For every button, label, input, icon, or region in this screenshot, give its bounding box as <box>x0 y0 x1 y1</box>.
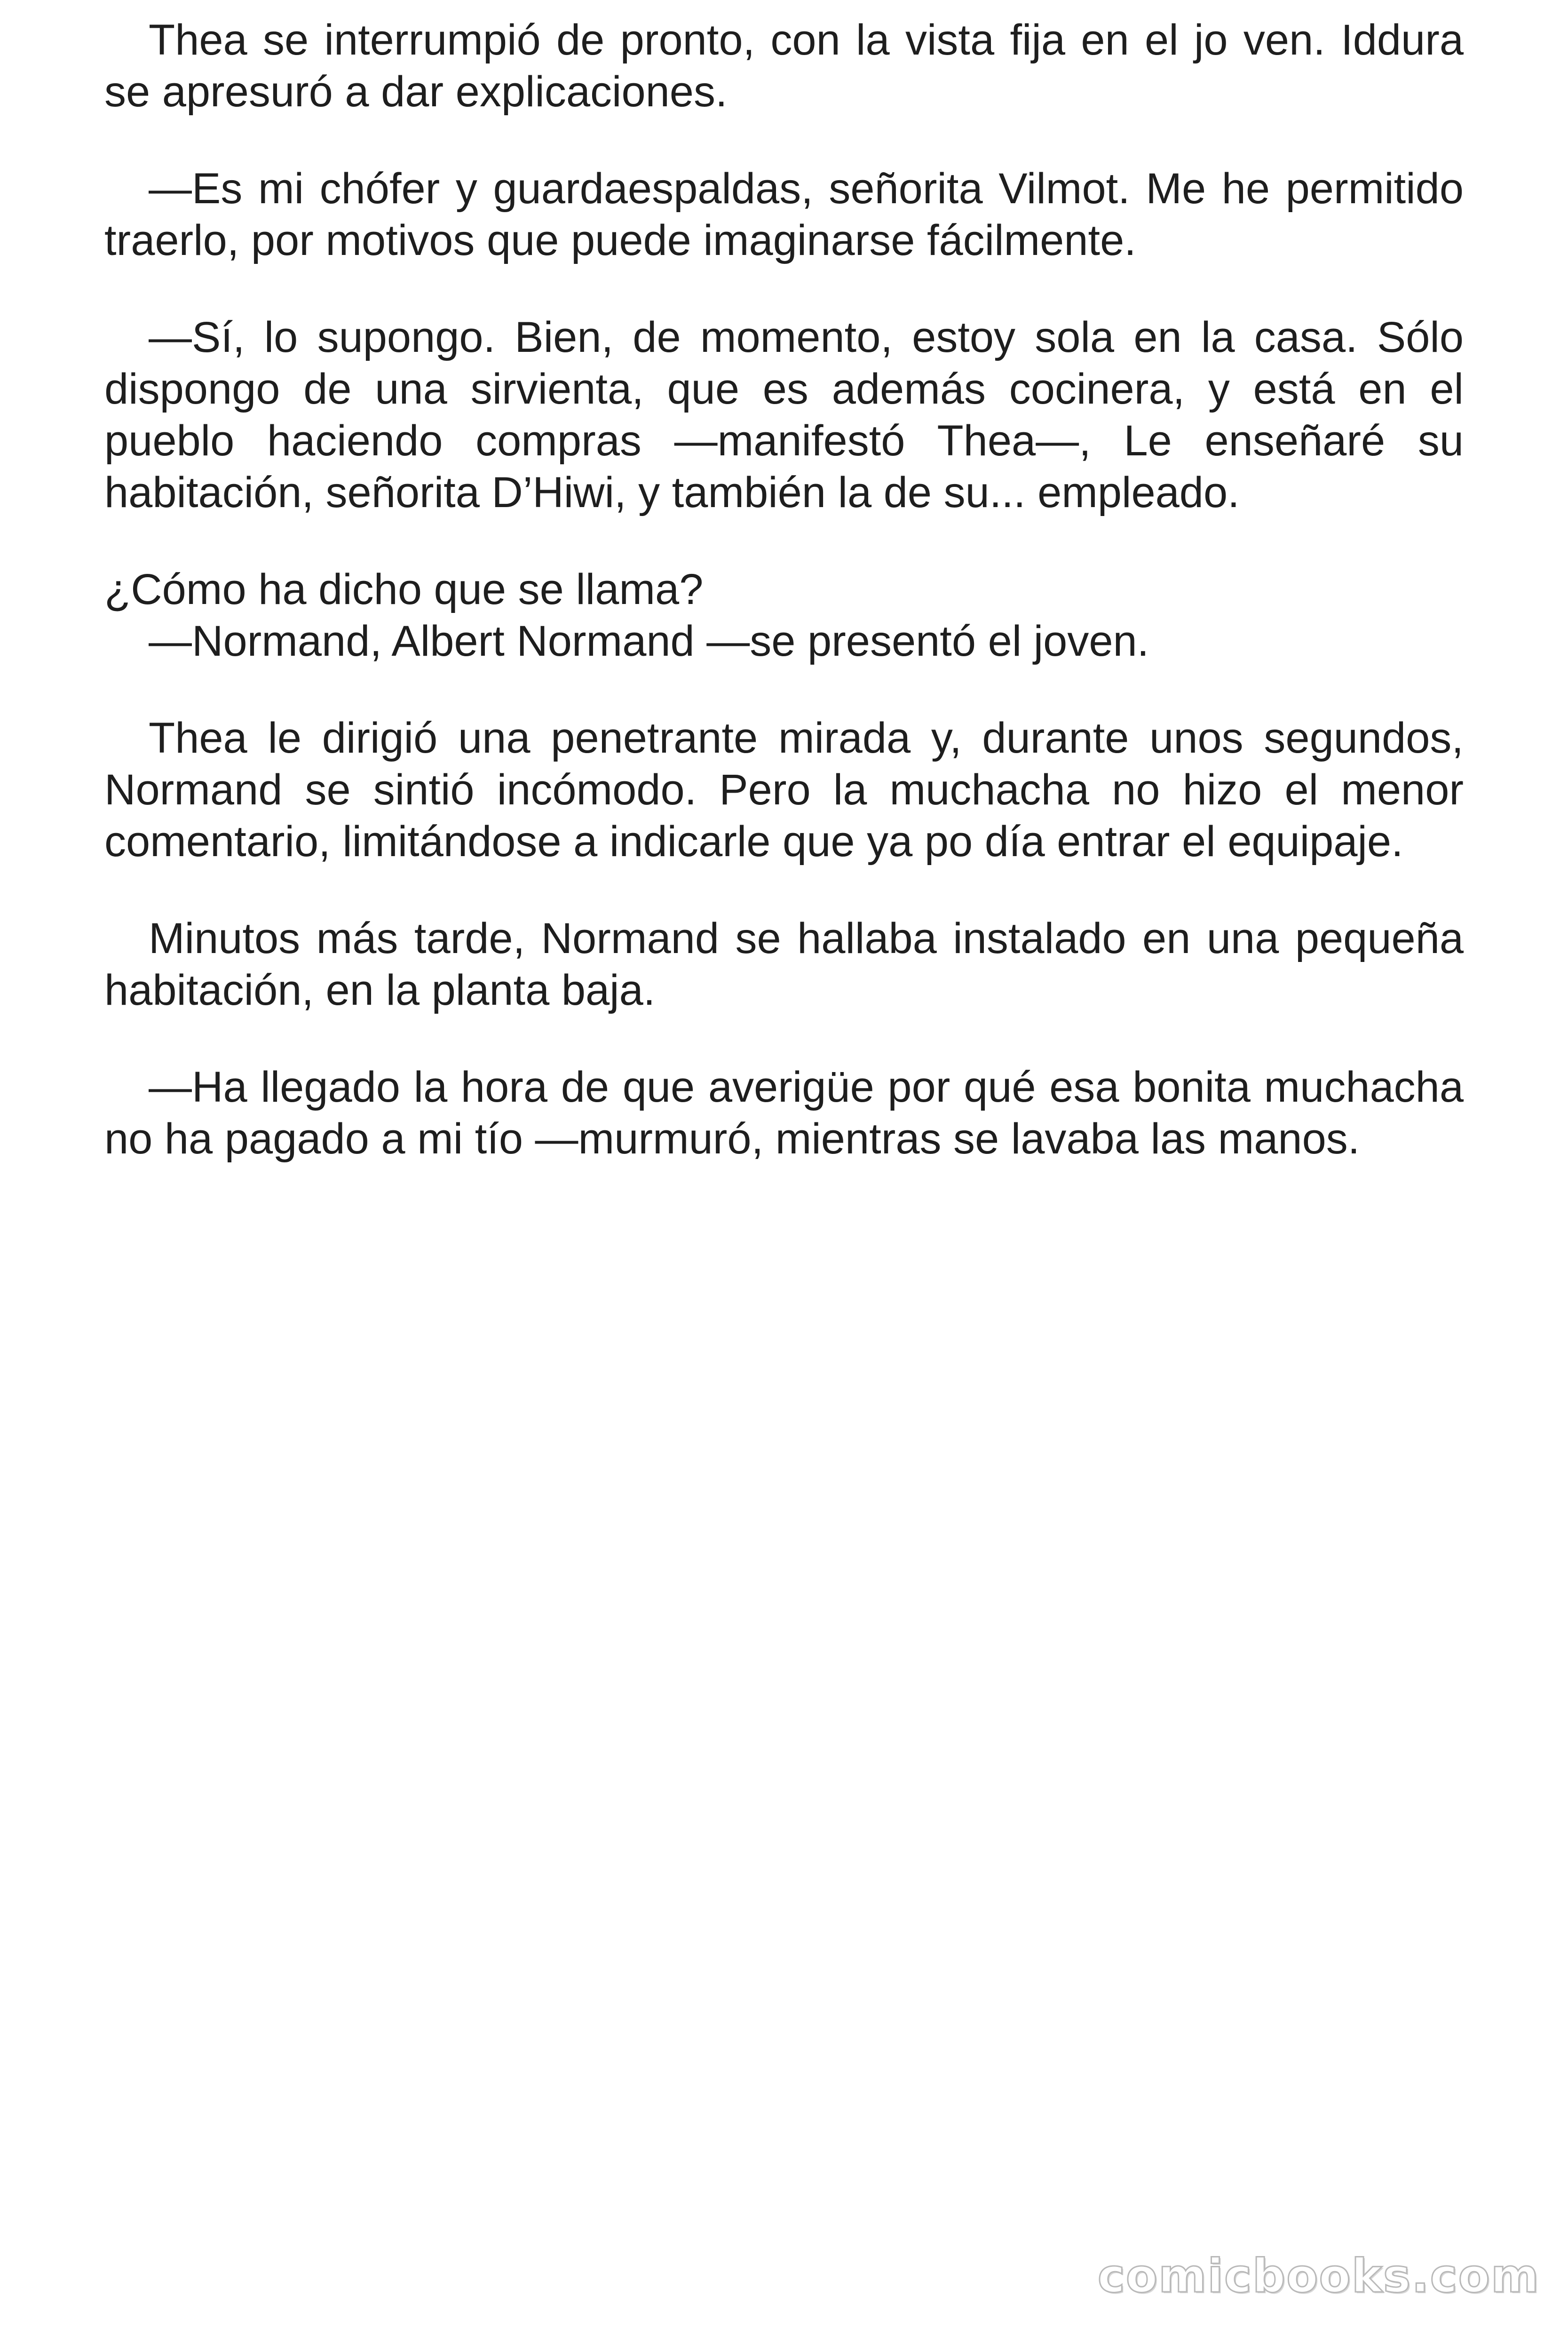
paragraph-4-question: ¿Cómo ha dicho que se llama? <box>104 565 704 613</box>
watermark: comicbooks.com <box>1097 2249 1540 2303</box>
page-body <box>104 14 1464 1210</box>
paragraph-7: Minutos más tarde, Normand se hallaba instalado en una pequeña habitación, en la planta baja. <box>104 914 1464 1014</box>
paragraph-5: —Normand, Albert Normand —se presentó el joven. <box>149 617 1149 665</box>
paragraph-6: Thea le dirigió una penetrante mirada y, durante unos segundos, Normand se sintió incómodo. Pero la muchacha no hizo el menor comentario, limitándose a indicarle que ya po día entrar el equipaje. <box>104 714 1464 866</box>
paragraph-3: —Sí, lo supongo. Bien, de momento, estoy sola en la casa. Sólo dispongo de una sirvienta, que es además cocinera, y está en el pueblo haciendo compras —manifestó Thea—, Le enseñaré su habitación, señorita D’Hiwi, y también la de su... empleado. <box>104 313 1464 516</box>
paragraph-1: Thea se interrumpió de pronto, con la vista fija en el jo ven. Iddura se apresuró a dar explicaciones. <box>104 16 1464 116</box>
paragraph-8: —Ha llegado la hora de que averigüe por qué esa bonita muchacha no ha pagado a mi tío —murmuró, mientras se lavaba las manos. <box>104 1063 1464 1163</box>
paragraph-2: —Es mi chófer y guardaespaldas, señorita Vilmot. Me he permitido traerlo, por motivos que puede imaginarse fácilmente. <box>104 165 1464 264</box>
